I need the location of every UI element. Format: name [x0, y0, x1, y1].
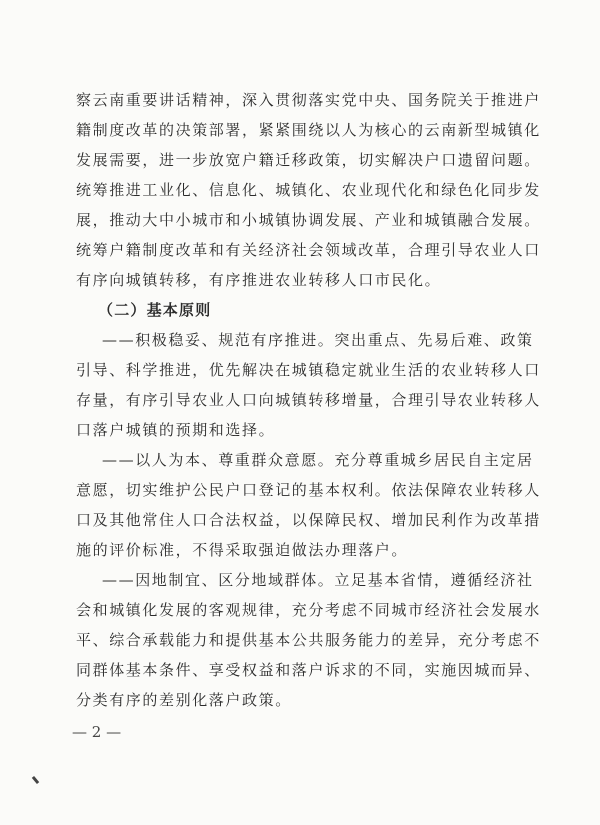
body-text-line: ——积极稳妥、规范有序推进。突出重点、先易后难、政策 [102, 331, 534, 349]
body-text-line: 引导、科学推进，优先解决在城镇稳定就业生活的农业转移人口 [76, 361, 541, 379]
body-text-line: 施的评价标准，不得采取强迫做法办理落户。 [76, 541, 409, 559]
body-text-line: 统筹户籍制度改革和有关经济社会领域改革，合理引导农业人口 [76, 241, 541, 259]
body-text-line: ——因地制宜、区分地域群体。立足基本省情，遵循经济社 [102, 571, 534, 589]
body-text-line: 会和城镇化发展的客观规律，充分考虑不同城市经济社会发展水 [76, 601, 541, 619]
body-text-line: ——以人为本、尊重群众意愿。充分尊重城乡居民自主定居 [102, 451, 534, 469]
body-text-line: 发展需要，进一步放宽户籍迁移政策，切实解决户口遗留问题。 [76, 151, 541, 169]
section-heading: （二）基本原则 [98, 301, 212, 319]
body-text-line: 分类有序的差别化落户政策。 [76, 691, 292, 709]
body-text-line: 察云南重要讲话精神，深入贯彻落实党中央、国务院关于推进户 [76, 91, 541, 109]
body-text-line: 同群体基本条件、享受权益和落户诉求的不同，实施因城而异、 [76, 661, 541, 679]
body-text-line: 统筹推进工业化、信息化、城镇化、农业现代化和绿色化同步发 [76, 181, 541, 199]
body-text-line: 展，推动大中小城市和小城镇协调发展、产业和城镇融合发展。 [76, 211, 541, 229]
body-text-line: 籍制度改革的决策部署，紧紧围绕以人为核心的云南新型城镇化 [76, 121, 541, 139]
body-text-line: 存量，有序引导农业人口向城镇转移增量，合理引导农业转移人 [76, 391, 541, 409]
body-text-line: 口落户城镇的预期和选择。 [76, 421, 276, 439]
body-text-line: 有序向城镇转移，有序推进农业转移人口市民化。 [76, 271, 442, 289]
body-text-line: 意愿，切实维护公民户口登记的基本权利。依法保障农业转移人 [76, 481, 541, 499]
body-text-line: 平、综合承载能力和提供基本公共服务能力的差异，充分考虑不 [76, 631, 541, 649]
body-text-line: 口及其他常住人口合法权益，以保障民权、增加民利作为改革措 [76, 511, 541, 529]
page-number: — 2 — [72, 723, 122, 741]
